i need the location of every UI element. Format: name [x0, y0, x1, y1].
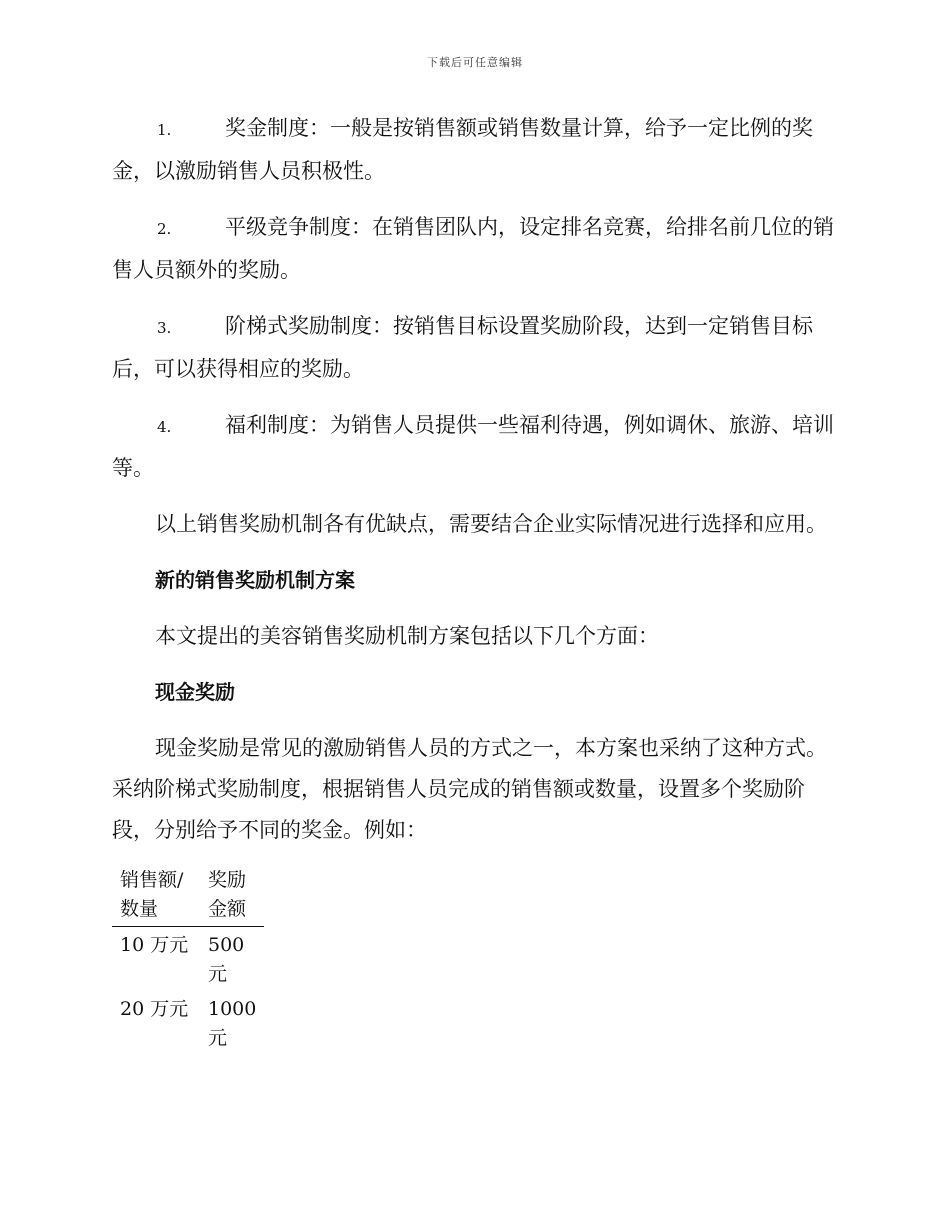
list-text: 福利制度：为销售人员提供一些福利待遇，例如调休、旅游、培训等。	[112, 413, 834, 480]
section-intro: 本文提出的美容销售奖励机制方案包括以下几个方面：	[155, 624, 659, 648]
table-row	[112, 991, 264, 1055]
list-text: 阶梯式奖励制度：按销售目标设置奖励阶段，达到一定销售目标后，可以获得相应的奖励。	[112, 314, 813, 381]
section-heading: 新的销售奖励机制方案	[155, 568, 355, 592]
document-body	[112, 108, 834, 1055]
list-item	[112, 306, 834, 390]
table-header-row	[112, 866, 264, 927]
summary-paragraph: 以上销售奖励机制各有优缺点，需要结合企业实际情况进行选择和应用。	[155, 512, 827, 536]
header-sales-amount: 销售额/数量	[120, 869, 184, 920]
list-number: 2.	[157, 220, 172, 238]
reward-table	[112, 866, 264, 1055]
table-row	[112, 927, 264, 992]
list-text: 奖金制度：一般是按销售额或销售数量计算，给予一定比例的奖金，以激励销售人员积极性。	[112, 116, 813, 183]
table-cell: 20 万元	[120, 998, 189, 1020]
table-cell: 10 万元	[120, 934, 189, 956]
header-reward-amount: 奖励金额	[208, 869, 247, 920]
list-number: 4.	[157, 418, 172, 436]
cash-reward-paragraph: 现金奖励是常见的激励销售人员的方式之一，本方案也采纳了这种方式。采纳阶梯式奖励制度，根据销售人员完成的销售额或数量，设置多个奖励阶段，分别给予不同的奖金。例如：	[112, 736, 827, 842]
list-number: 1.	[157, 121, 172, 139]
table-cell: 500 元	[208, 934, 245, 985]
subheading-cash-reward: 现金奖励	[155, 680, 235, 704]
list-number: 3.	[157, 319, 172, 337]
page-header: 下载后可任意编辑	[427, 56, 523, 69]
table-cell: 1000 元	[208, 998, 257, 1049]
list-text: 平级竞争制度：在销售团队内，设定排名竞赛，给排名前几位的销售人员额外的奖励。	[112, 215, 834, 282]
list-item	[112, 207, 834, 291]
list-item	[112, 405, 834, 489]
list-item	[112, 108, 834, 192]
